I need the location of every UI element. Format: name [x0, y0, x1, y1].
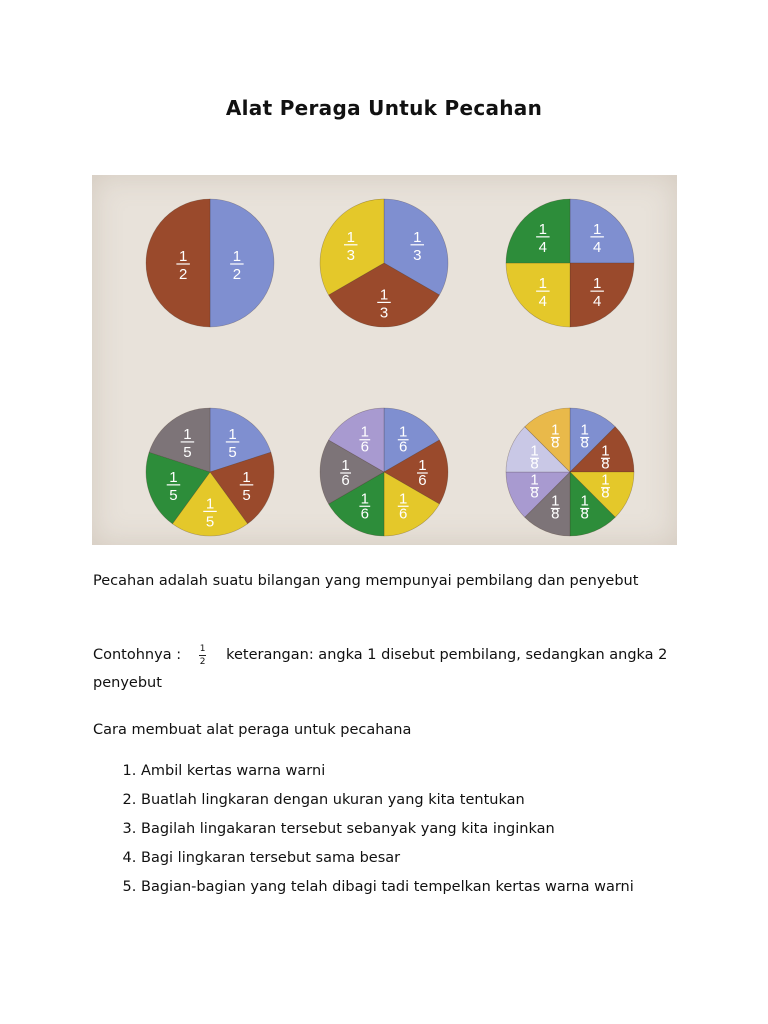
fraction-slice	[210, 199, 274, 327]
slice-denominator: 2	[232, 266, 242, 283]
slice-numerator: 1	[183, 425, 192, 443]
fraction-bar	[199, 655, 206, 656]
steps-heading: Cara membuat alat peraga untuk pecahana	[93, 722, 412, 738]
slice-denominator: 8	[551, 434, 560, 452]
page-title: Alat Peraga Untuk Pecahan	[225, 96, 543, 120]
slice-denominator: 4	[538, 238, 548, 256]
slice-denominator: 3	[379, 304, 389, 322]
slice-numerator: 1	[530, 442, 539, 460]
slice-numerator: 1	[399, 490, 408, 508]
example-fraction	[199, 644, 206, 667]
slice-denominator: 4	[538, 293, 548, 311]
example-note: keterangan: angka 1 disebut pembilang, sedangkan angka 2 penyebut	[93, 647, 668, 691]
fraction-slice	[570, 263, 634, 327]
slice-denominator: 6	[418, 472, 427, 489]
slice-denominator: 4	[592, 293, 602, 311]
slice-numerator: 1	[242, 468, 251, 486]
slice-numerator: 1	[551, 421, 560, 439]
slice-numerator: 1	[346, 228, 355, 246]
fraction-circle-6	[320, 408, 448, 536]
fraction-circles-figure	[92, 175, 677, 545]
step-item: 3. Bagilah lingakaran tersebut sebanyak yang kita inginkan	[141, 815, 721, 844]
slice-denominator: 8	[530, 455, 539, 473]
fraction-circle-5	[146, 408, 274, 536]
slice-numerator: 1	[580, 492, 589, 510]
slice-numerator: 1	[601, 471, 610, 489]
slice-numerator: 1	[399, 423, 408, 441]
definition-paragraph: Pecahan adalah suatu bilangan yang mempunyai pembilang dan penyebut	[93, 573, 639, 589]
slice-denominator: 5	[242, 486, 251, 504]
slice-numerator: 1	[413, 228, 422, 246]
slice-denominator: 4	[592, 238, 602, 256]
slice-numerator: 1	[341, 457, 350, 474]
slice-numerator: 1	[538, 275, 548, 293]
slice-denominator: 5	[169, 486, 178, 504]
slice-denominator: 8	[580, 434, 589, 452]
step-item: 2. Buatlah lingkaran dengan ukuran yang kita tentukan	[141, 786, 721, 815]
slice-denominator: 3	[413, 246, 422, 264]
slice-denominator: 6	[341, 472, 350, 489]
example-label: Contohnya :	[93, 647, 182, 663]
step-item: 5. Bagian-bagian yang telah dibagi tadi tempelkan kertas warna warni	[141, 873, 721, 902]
slice-numerator: 1	[538, 220, 548, 238]
slice-numerator: 1	[379, 286, 389, 304]
fraction-circles-photo	[92, 175, 677, 545]
slice-numerator: 1	[551, 492, 560, 510]
fraction-circle-8	[506, 408, 634, 536]
slice-numerator: 1	[169, 468, 178, 486]
slice-denominator: 6	[360, 438, 369, 456]
slice-numerator: 1	[228, 425, 237, 443]
slice-denominator: 8	[601, 455, 610, 473]
slice-numerator: 1	[178, 248, 188, 265]
step-item: 4. Bagi lingkaran tersebut sama besar	[141, 844, 721, 873]
fraction-circle-2	[146, 199, 274, 327]
slice-numerator: 1	[592, 275, 602, 293]
slice-denominator: 6	[399, 438, 408, 456]
step-item: 1. Ambil kertas warna warni	[141, 757, 721, 786]
slice-denominator: 5	[228, 443, 237, 461]
slice-numerator: 1	[580, 421, 589, 439]
slice-denominator: 6	[399, 505, 408, 523]
slice-numerator: 1	[232, 248, 242, 265]
steps-list	[93, 757, 721, 902]
slice-denominator: 8	[551, 505, 560, 523]
slice-denominator: 5	[183, 443, 192, 461]
slice-denominator: 2	[178, 266, 188, 283]
slice-denominator: 3	[346, 246, 355, 264]
example-paragraph	[93, 641, 693, 697]
slice-numerator: 1	[360, 423, 369, 441]
slice-denominator: 8	[601, 484, 610, 502]
slice-numerator: 1	[205, 495, 215, 513]
example-numerator: 1	[199, 643, 206, 654]
slice-numerator: 1	[592, 220, 602, 238]
fraction-circle-4	[506, 199, 634, 327]
slice-numerator: 1	[601, 442, 610, 460]
slice-numerator: 1	[360, 490, 369, 508]
slice-numerator: 1	[530, 471, 539, 489]
example-denominator: 2	[199, 656, 206, 667]
fraction-slice	[570, 199, 634, 263]
fraction-circle-3	[320, 199, 448, 327]
slice-denominator: 8	[580, 505, 589, 523]
slice-denominator: 6	[360, 505, 369, 523]
slice-numerator: 1	[418, 457, 427, 474]
slice-denominator: 5	[205, 513, 215, 531]
slice-denominator: 8	[530, 484, 539, 502]
